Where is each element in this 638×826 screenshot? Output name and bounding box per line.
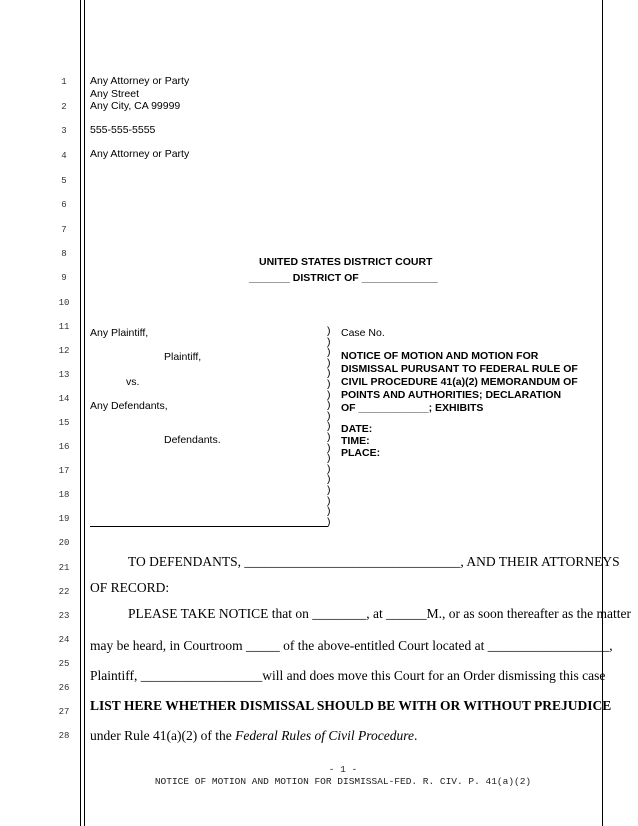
motion-title-line: DISMISSAL PURUSANT TO FEDERAL RULE OF (341, 363, 578, 375)
versus-label: vs. (126, 376, 140, 388)
body-line (90, 728, 417, 744)
attorney-name: Any Attorney or Party (90, 75, 190, 87)
rule-citation-prefix: under Rule 41(a)(2) of the (90, 728, 236, 743)
rule-citation-suffix: . (414, 728, 418, 743)
line-number: 16 (58, 442, 70, 452)
attorney-for: Any Attorney or Party (90, 148, 190, 160)
motion-title-line: CIVIL PROCEDURE 41(a)(2) MEMORANDUM OF (341, 376, 578, 388)
line-number: 17 (58, 466, 70, 476)
line-number: 6 (61, 200, 67, 210)
line-number: 21 (58, 563, 70, 573)
caption-parentheses: ) ) ) ) ) ) ) ) ) ) ) ) ) ) ) ) ) ) ) (327, 325, 331, 528)
page-number: - 1 - (328, 764, 358, 775)
court-name: UNITED STATES DISTRICT COURT (259, 256, 433, 268)
line-number: 2 (61, 102, 67, 112)
hearing-date-label: DATE: (341, 423, 373, 435)
dismissal-instruction: LIST HERE WHETHER DISMISSAL SHOULD BE WITH OR WITHOUT PREJUDICE (90, 698, 612, 713)
line-number: 28 (58, 731, 70, 741)
attorney-phone: 555-555-5555 (90, 124, 156, 136)
line-number: 24 (58, 635, 70, 645)
line-number: 15 (58, 418, 70, 428)
line-number: 1 (61, 77, 67, 87)
line-number: 3 (61, 126, 67, 136)
motion-title-line: NOTICE OF MOTION AND MOTION FOR (341, 350, 539, 362)
line-number: 7 (61, 225, 67, 235)
motion-title-line: OF ____________; EXHIBITS (341, 402, 484, 414)
line-number: 13 (58, 370, 70, 380)
line-number: 20 (58, 538, 70, 548)
body-line: may be heard, in Courtroom _____ of the above-entitled Court located at __________________, (90, 638, 613, 653)
line-number: 23 (58, 611, 70, 621)
defendant-role: Defendants. (164, 434, 221, 446)
line-number: 8 (61, 249, 67, 259)
body-line: OF RECORD: (90, 580, 170, 595)
case-number-label: Case No. (341, 327, 385, 339)
attorney-street: Any Street (90, 88, 140, 100)
plaintiff-role: Plaintiff, (164, 351, 202, 363)
line-number: 26 (58, 683, 70, 693)
line-number: 12 (58, 346, 70, 356)
court-district: _______ DISTRICT OF _____________ (249, 272, 438, 284)
line-number: 22 (58, 587, 70, 597)
body-line: TO DEFENDANTS, ________________________________, AND THEIR ATTORNEYS (128, 554, 620, 569)
line-number: 27 (58, 707, 70, 717)
hearing-time-label: TIME: (341, 435, 370, 447)
line-number: 25 (58, 659, 70, 669)
defendant-name: Any Defendants, (90, 400, 168, 412)
footer-title: NOTICE OF MOTION AND MOTION FOR DISMISSAL-FED. R. CIV. P. 41(a)(2) (154, 776, 532, 787)
caption-underline (90, 526, 328, 527)
hearing-place-label: PLACE: (341, 447, 381, 459)
line-number: 10 (58, 298, 70, 308)
motion-title-line: POINTS AND AUTHORITIES; DECLARATION (341, 389, 562, 401)
body-line: Plaintiff, __________________will and does move this Court for an Order dismissing this case (90, 668, 606, 683)
left-margin-rule-outer (80, 0, 81, 826)
line-number: 19 (58, 514, 70, 524)
body-line: PLEASE TAKE NOTICE that on ________, at ______M., or as soon thereafter as the matter (128, 606, 631, 621)
line-number: 14 (58, 394, 70, 404)
line-number: 4 (61, 151, 67, 161)
attorney-city: Any City, CA 99999 (90, 100, 181, 112)
line-number: 9 (61, 273, 67, 283)
left-margin-rule-inner (84, 0, 85, 826)
rule-citation-title: Federal Rules of Civil Procedure (235, 728, 415, 743)
line-number: 5 (61, 176, 67, 186)
line-number: 11 (58, 322, 70, 332)
plaintiff-name: Any Plaintiff, (90, 327, 149, 339)
line-number: 18 (58, 490, 70, 500)
